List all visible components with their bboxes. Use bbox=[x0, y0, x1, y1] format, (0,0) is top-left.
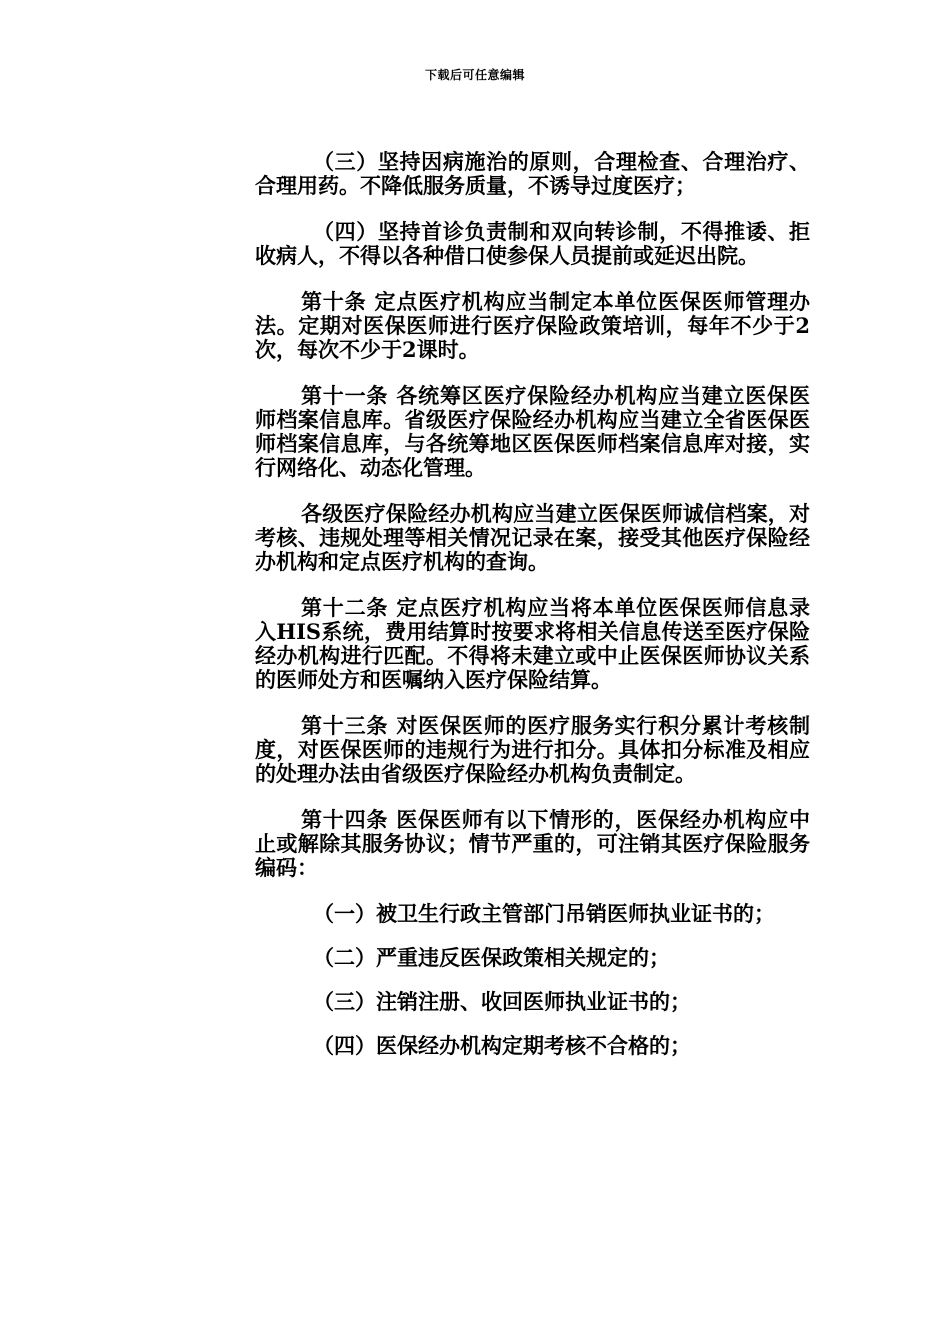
article-11: 第十一条 各统筹区医疗保险经办机构应当建立医保医师档案信息库。省级医疗保险经办机构应当建立全省医保医师档案信息库，与各统筹地区医保医师档案信息库对接，实行网络化、动态化管理。 bbox=[255, 383, 810, 480]
article-14: 第十四条 医保医师有以下情形的，医保经办机构应中止或解除其服务协议；情节严重的，可注销其医疗保险服务编码： bbox=[255, 807, 810, 880]
article-12: 第十二条 定点医疗机构应当将本单位医保医师信息录入HIS系统，费用结算时按要求将相关信息传送至医疗保险经办机构进行匹配。不得将未建立或中止医保医师协议关系的医师处方和医嘱纳入医疗保险结算。 bbox=[255, 595, 810, 692]
paragraph-item-4: （四）坚持首诊负责制和双向转诊制，不得推诿、拒收病人，不得以各种借口使参保人员提前或延迟出院。 bbox=[255, 219, 810, 268]
page-header: 下载后可任意编辑 bbox=[424, 68, 525, 82]
paragraph-item-3: （三）坚持因病施治的原则，合理检查、合理治疗、合理用药。不降低服务质量，不诱导过度医疗； bbox=[255, 149, 810, 198]
article-14-item-1: （一）被卫生行政主管部门吊销医师执业证书的； bbox=[313, 901, 775, 926]
article-14-item-3: （三）注销注册、收回医师执业证书的； bbox=[313, 989, 691, 1014]
article-14-item-2: （二）严重违反医保政策相关规定的； bbox=[313, 945, 670, 970]
document-body bbox=[255, 150, 810, 1078]
article-13: 第十三条 对医保医师的医疗服务实行积分累计考核制度，对医保医师的违规行为进行扣分。具体扣分标准及相应的处理办法由省级医疗保险经办机构负责制定。 bbox=[255, 713, 810, 786]
article-11-paragraph-2: 各级医疗保险经办机构应当建立医保医师诚信档案，对考核、违规处理等相关情况记录在案，接受其他医疗保险经办机构和定点医疗机构的查询。 bbox=[255, 501, 810, 574]
article-10: 第十条 定点医疗机构应当制定本单位医保医师管理办法。定期对医保医师进行医疗保险政策培训，每年不少于2次，每次不少于2课时。 bbox=[255, 289, 810, 362]
article-14-item-4: （四）医保经办机构定期考核不合格的； bbox=[313, 1033, 691, 1058]
